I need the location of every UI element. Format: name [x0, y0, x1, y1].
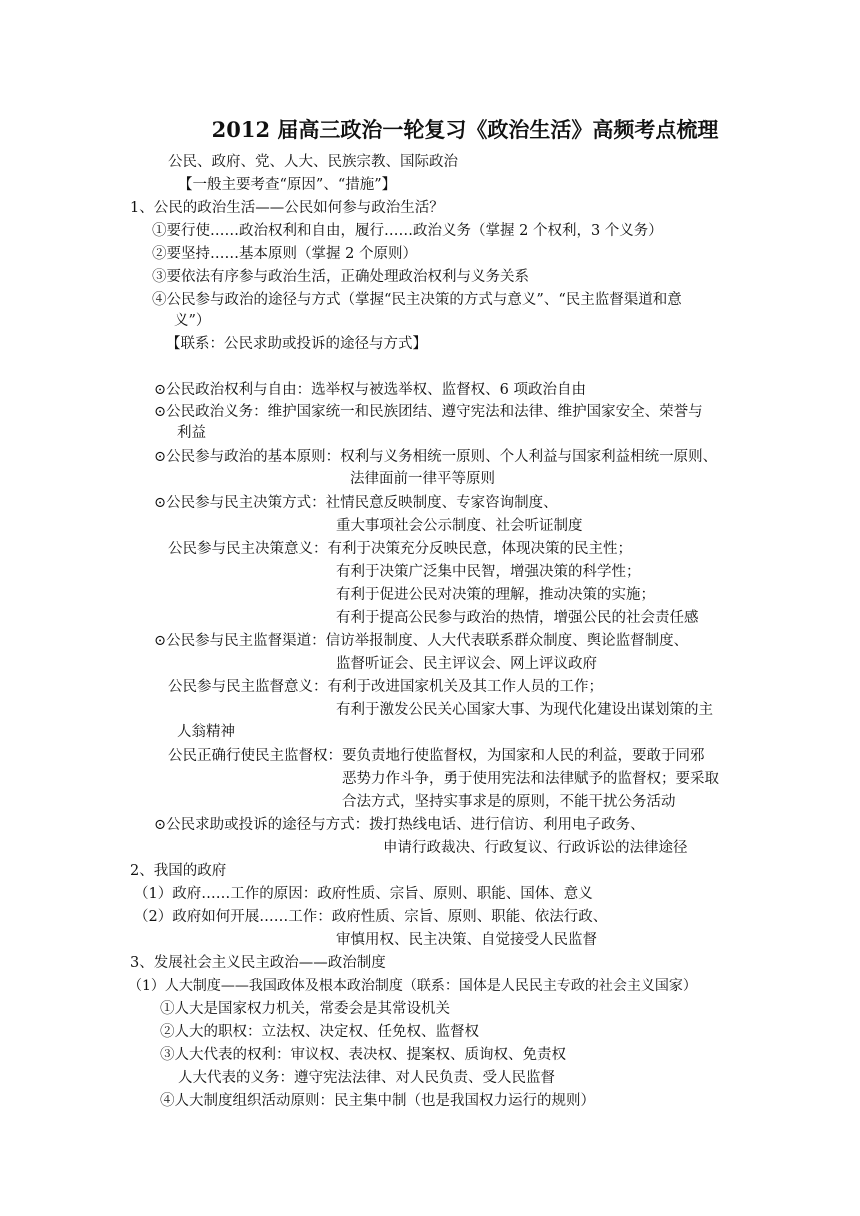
list-item-continuation: 有利于提高公民参与政治的热情，增强公民的社会责任感: [336, 610, 699, 626]
list-item: 公民参与民主决策意义：有利于决策充分反映民意，体现决策的民主性；: [168, 541, 632, 557]
list-item-continuation: 合法方式，坚持实事求是的原则，不能干扰公务活动: [342, 794, 676, 810]
list-item: ⊙公民政治权利与自由：选举权与被选举权、监督权、6 项政治自由: [154, 382, 586, 398]
list-item-continuation: 人翁精神: [177, 724, 235, 740]
exam-focus-note: 【一般主要考查“原因”、“措施”】: [178, 177, 397, 193]
list-item: ⊙公民参与民主决策方式：社情民意反映制度、专家咨询制度、: [154, 495, 558, 511]
list-item-continuation: 有利于促进公民对决策的理解，推动决策的实施；: [336, 587, 655, 603]
list-item-continuation: 法律面前一律平等原则: [350, 471, 495, 487]
list-item-continuation: 有利于决策广泛集中民智，增强决策的科学性；: [336, 564, 641, 580]
list-item: ④公民参与政治的途径与方式（掌握“民主决策的方式与意义”、“民主监督渠道和意: [152, 292, 682, 308]
list-item: 公民正确行使民主监督权：要负责地行使监督权，为国家和人民的利益，要敢于同邪: [168, 748, 705, 764]
list-item-continuation: 重大事项社会公示制度、社会听证制度: [336, 518, 583, 534]
list-item-continuation: 恶势力作斗争，勇于使用宪法和法律赋予的监督权；要采取: [342, 771, 719, 787]
list-item-continuation: 利益: [177, 425, 206, 441]
list-item: ④人大制度组织活动原则：民主集中制（也是我国权力运行的规则）: [160, 1093, 595, 1109]
link-note: 【联系：公民求助或投诉的途径与方式】: [166, 336, 427, 352]
list-item: ①要行使……政治权利和自由，履行……政治义务（掌握 2 个权利，3 个义务）: [152, 223, 663, 239]
list-item: （1）政府……工作的原因：政府性质、宗旨、原则、职能、国体、意义: [134, 886, 593, 902]
list-item: ②人大的职权：立法权、决定权、任免权、监督权: [160, 1024, 479, 1040]
section-heading-2: 2、我国的政府: [130, 863, 227, 879]
list-item: ②要坚持……基本原则（掌握 2 个原则）: [152, 246, 417, 262]
list-item: ③要依法有序参与政治生活，正确处理政治权利与义务关系: [152, 269, 529, 285]
list-item: ③人大代表的权利：审议权、表决权、提案权、质询权、免责权: [160, 1047, 566, 1063]
list-item-continuation: 审慎用权、民主决策、自觉接受人民监督: [336, 932, 597, 948]
list-item-continuation: 申请行政裁决、行政复议、行政诉讼的法律途径: [383, 840, 688, 856]
list-item-continuation: 监督听证会、民主评议会、网上评议政府: [336, 656, 597, 672]
section-heading-3: 3、发展社会主义民主政治——政治制度: [130, 955, 386, 971]
list-item: 公民参与民主监督意义：有利于改进国家机关及其工作人员的工作；: [168, 679, 603, 695]
list-item: （1）人大制度——我国政体及根本政治制度（联系：国体是人民民主专政的社会主义国家）: [128, 978, 697, 994]
list-item: ⊙公民参与民主监督渠道：信访举报制度、人大代表联系群众制度、舆论监督制度、: [154, 633, 689, 649]
list-item: ⊙公民政治义务：维护国家统一和民族团结、遵守宪法和法律、维护国家安全、荣誉与: [154, 404, 703, 420]
list-item-continuation: 有利于激发公民关心国家大事、为现代化建设出谋划策的主: [336, 702, 713, 718]
list-item: ⊙公民求助或投诉的途径与方式：拨打热线电话、进行信访、利用电子政务、: [154, 817, 645, 833]
list-item: （2）政府如何开展……工作：政府性质、宗旨、原则、职能、依法行政、: [134, 909, 608, 925]
list-item-continuation: 义”）: [174, 313, 211, 329]
list-item: ①人大是国家权力机关，常委会是其常设机关: [160, 1001, 450, 1017]
section-heading-1: 1、公民的政治生活——公民如何参与政治生活？: [130, 200, 444, 216]
document-title: 2012 届高三政治一轮复习《政治生活》高频考点梳理: [211, 117, 719, 142]
topic-list: 公民、政府、党、人大、民族宗教、国际政治: [168, 154, 458, 170]
list-item-continuation: 人大代表的义务：遵守宪法法律、对人民负责、受人民监督: [178, 1070, 555, 1086]
list-item: ⊙公民参与政治的基本原则：权利与义务相统一原则、个人利益与国家利益相统一原则、: [154, 449, 718, 465]
